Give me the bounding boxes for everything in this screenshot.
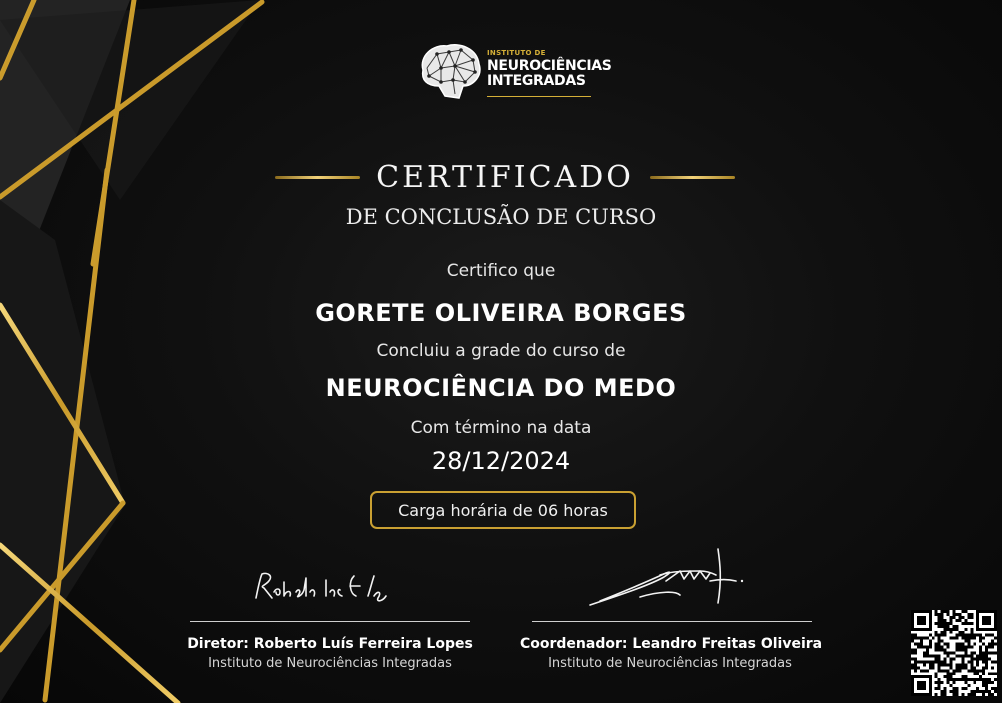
logo-small-text: INSTITUTO DE bbox=[487, 49, 546, 57]
coordinator-institution: Instituto de Neurociências Integradas bbox=[548, 656, 792, 671]
logo-underline bbox=[487, 96, 591, 97]
course-name: NEUROCIÊNCIA DO MEDO bbox=[325, 374, 677, 402]
coordinator-signature bbox=[580, 545, 760, 615]
completed-text: Concluiu a grade do curso de bbox=[376, 341, 626, 361]
qr-code[interactable] bbox=[911, 610, 997, 696]
logo-wordmark bbox=[487, 50, 612, 89]
director-institution: Instituto de Neurociências Integradas bbox=[208, 656, 452, 671]
qr-code-icon bbox=[911, 610, 997, 696]
director-name: Diretor: Roberto Luís Ferreira Lopes bbox=[187, 636, 473, 652]
signature-line-1 bbox=[190, 621, 470, 622]
institute-logo bbox=[415, 40, 615, 102]
brain-network-icon bbox=[415, 40, 483, 102]
certificate-title: CERTIFICADO bbox=[376, 160, 634, 195]
signature-line-2 bbox=[532, 621, 812, 622]
logo-line-1: NEUROCIÊNCIAS bbox=[487, 58, 612, 74]
student-name: GORETE OLIVEIRA BORGES bbox=[315, 299, 687, 327]
coordinator-name: Coordenador: Leandro Freitas Oliveira bbox=[520, 636, 823, 652]
workload-text: Carga horária de 06 horas bbox=[398, 500, 608, 520]
director-signature bbox=[250, 568, 410, 612]
end-date: 28/12/2024 bbox=[431, 447, 571, 475]
certify-text: Certifico que bbox=[446, 261, 556, 281]
title-ornament-right bbox=[650, 176, 735, 179]
workload-badge bbox=[370, 491, 636, 529]
title-row bbox=[275, 158, 735, 198]
certificate-subtitle: DE CONCLUSÃO DE CURSO bbox=[345, 205, 657, 229]
end-date-label: Com término na data bbox=[410, 418, 592, 438]
logo-line-2: INTEGRADAS bbox=[487, 73, 586, 89]
